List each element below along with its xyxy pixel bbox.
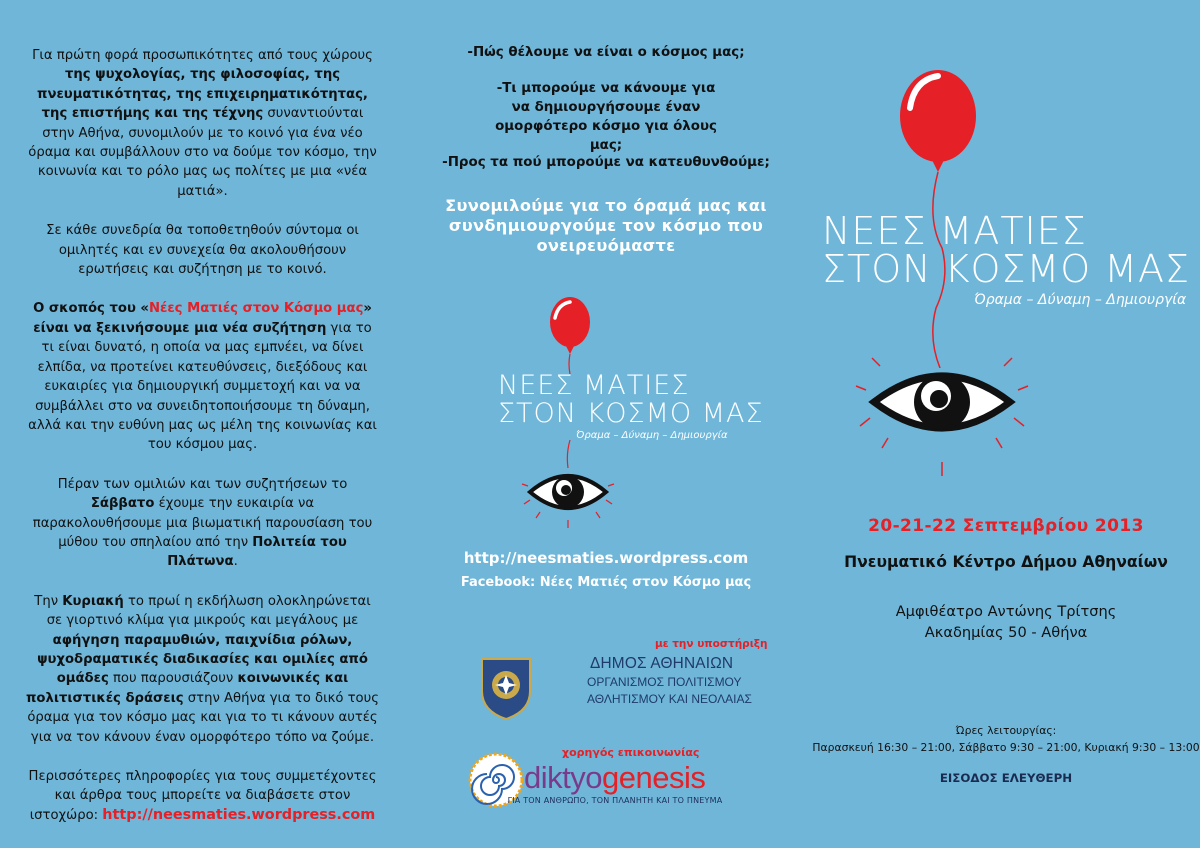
sunday-text-a: Την <box>34 593 63 609</box>
question-2: -Τι μπορούμε να κάνουμε για να δημιουργήσουμε έναν ομορφότερο κόσμο για όλους μας; <box>495 81 717 153</box>
saturday-text-c: . <box>233 554 238 570</box>
intro-text: Για πρώτη φορά προσωπικότητες από τους χώρους <box>32 48 373 63</box>
question-3: -Προς τα πού μπορούμε να κατευθυνθούμε; <box>442 155 770 170</box>
paragraph-sessions: Σε κάθε συνεδρία θα τοποθετηθούν σύντομα οι ομιλητές και εν συνεχεία θα ακολουθήσουν ερωτήσεις και συζήτηση με το κοινό. <box>46 223 359 278</box>
purpose-lead-2: » είναι <box>33 301 372 336</box>
sunday-bold: Κυριακή <box>62 593 124 609</box>
purpose-rest: για το τι είναι δυνατό, η οποία να μας εμπνέει, να δίνει ελπίδα, να προτείνει κατευθύνσεις, διεξόδους και ευκαιρίες για δημιουργική συμμετοχή και να να συμβάλλει στο να συνειδητοποιήσουμε τη δύναμη, αλλά και την ευθύνη μας ως μέλη της κοινωνίας και του κόσμου μας. <box>28 320 377 453</box>
paragraph-saturday <box>25 475 380 572</box>
eye-icon <box>852 330 1032 480</box>
fields-text: της ψυχολογίας, της φιλοσοφίας, της πνευματικότητας, της επιχειρηματικότητας, της επιστήμης και της τέχνης <box>37 67 368 122</box>
sponsor-name <box>524 760 705 796</box>
purpose-lead: Ο σκοπός του « <box>33 301 149 317</box>
slogan: Συνομιλούμε για το όραμά μας και συνδημιουργούμε τον κόσμο που ονειρευόμαστε <box>445 196 767 255</box>
free-entry: ΕΙΣΟΔΟΣ ΕΛΕΥΘΕΡΗ <box>939 771 1073 785</box>
politeia-bold: Πολιτεία του Πλάτωνα <box>167 534 347 570</box>
logo-subtitle-small: Όραμα – Δύναμη – Δημιουργία <box>576 430 728 441</box>
paragraph-intro <box>25 46 380 201</box>
website-link[interactable]: http://neesmaties.wordpress.com <box>102 806 376 823</box>
support-caption: με την υποστήριξη <box>655 638 768 650</box>
paragraph-more-info <box>25 767 380 825</box>
municipality-line1: ΔΗΜΟΣ ΑΘΗΝΑΙΩΝ <box>590 655 734 672</box>
logo-title-line1-small: ΝΕΕΣ ΜΑΤΙΕΣ <box>498 370 690 401</box>
sunday-activities-bold: αφήγηση παραμυθιών, παιχνίδια ρόλων, ψυχοδραματικές διαδικασίες και ομιλίες από ομάδες <box>37 632 368 687</box>
municipality-line2: ΟΡΓΑΝΙΣΜΟΣ ΠΟΛΙΤΙΣΜΟΥ <box>587 675 742 689</box>
venue-address: Ακαδημίας 50 - Αθήνα <box>924 624 1088 641</box>
sponsor-name-b: genesis <box>601 760 706 795</box>
question-1: -Πώς θέλουμε να είναι ο κόσμος μας; <box>467 45 745 60</box>
sunday-text-c: που παρουσιάζουν <box>108 671 238 687</box>
paragraph-sunday <box>25 592 380 747</box>
sponsor-caption: χορηγός επικοινωνίας <box>562 746 700 759</box>
left-panel <box>0 0 400 848</box>
logo-subtitle: Όραμα – Δύναμη – Δημιουργία <box>974 292 1187 308</box>
municipality-crest-icon <box>478 655 534 721</box>
logo-title-line2-small: ΣΤΟΝ ΚΟΣΜΟ ΜΑΣ <box>498 398 764 429</box>
sunday-text-b: το πρωί η εκδήλωση ολοκληρώνεται σε γιορτινό κλίμα για μικρούς και μεγάλους με <box>46 593 371 629</box>
red-balloon-icon <box>542 294 592 374</box>
right-panel <box>812 0 1200 848</box>
purpose-bold: να ξεκινήσουμε μια νέα συζήτηση <box>73 320 327 336</box>
intro-rest-text: συναντιούνται στην Αθήνα, συνομιλούν με το κοινό για ένα νέο όραμα και συμβάλλουν στο να δούμε τον κόσμο, την κοινωνία και το ρόλο μας ως πολίτες με μια «νέα ματιά». <box>28 106 377 199</box>
sunday-text-d: στην Αθήνα για το δικό τους όραμα για τον κόσμο μας και για το τι κάνουν αυτές για να τον κάνουν έναν ομορφότερο τόπο να ζούμε. <box>27 690 379 745</box>
logo-title-line2: ΣΤΟΝ ΚΟΣΜΟ ΜΑΣ <box>822 247 1191 291</box>
paragraph-purpose <box>25 299 380 454</box>
eye-icon <box>518 440 618 530</box>
sponsor-tagline: ΓΙΑ ΤΟΝ ΑΝΘΡΩΠΟ, ΤΟΝ ΠΛΑΝΗΤΗ ΚΑΙ ΤΟ ΠΝΕΥΜΑ <box>507 796 723 805</box>
saturday-bold: Σάββατο <box>90 496 155 512</box>
event-date: 20-21-22 Σεπτεμβρίου 2013 <box>868 516 1144 536</box>
sunday-actions-bold: κοινωνικές και πολιτιστικές δράσεις <box>25 671 349 706</box>
sponsor-name-a: diktyo <box>524 760 602 795</box>
logo-title-line1: ΝΕΕΣ ΜΑΤΙΕΣ <box>822 209 1087 253</box>
hours-title: Ώρες λειτουργίας: <box>955 724 1057 737</box>
saturday-text-a: Πέραν των ομιλιών και των συζητήσεων το <box>57 476 348 492</box>
middle-panel <box>400 0 812 848</box>
saturday-text-b: έχουμε την ευκαιρία να παρακολουθήσουμε μια βιωματική παρουσίαση του μύθου του σπηλαίου από την <box>32 496 373 550</box>
facebook-page[interactable]: Facebook: Νέες Ματιές στον Κόσμο μας <box>460 575 752 590</box>
more-info-text: Περισσότερες πληροφορίες για τους συμμετέχοντες και άρθρα τους μπορείτε να διαβάσετε στον ιστοχώρο: <box>28 769 377 823</box>
opening-hours: Παρασκευή 16:30 – 21:00, Σάββατο 9:30 – 21:00, Κυριακή 9:30 – 13:00 <box>812 741 1200 754</box>
event-name-highlight: Νέες Ματιές στον Κόσμο μας <box>148 301 364 317</box>
venue-hall: Αμφιθέατρο Αντώνης Τρίτσης <box>895 603 1117 620</box>
event-venue: Πνευματικό Κέντρο Δήμου Αθηναίων <box>844 553 1168 571</box>
municipality-line3: ΑΘΛΗΤΙΣΜΟΥ ΚΑΙ ΝΕΟΛΑΙΑΣ <box>587 692 752 706</box>
website-url[interactable]: http://neesmaties.wordpress.com <box>463 549 749 567</box>
